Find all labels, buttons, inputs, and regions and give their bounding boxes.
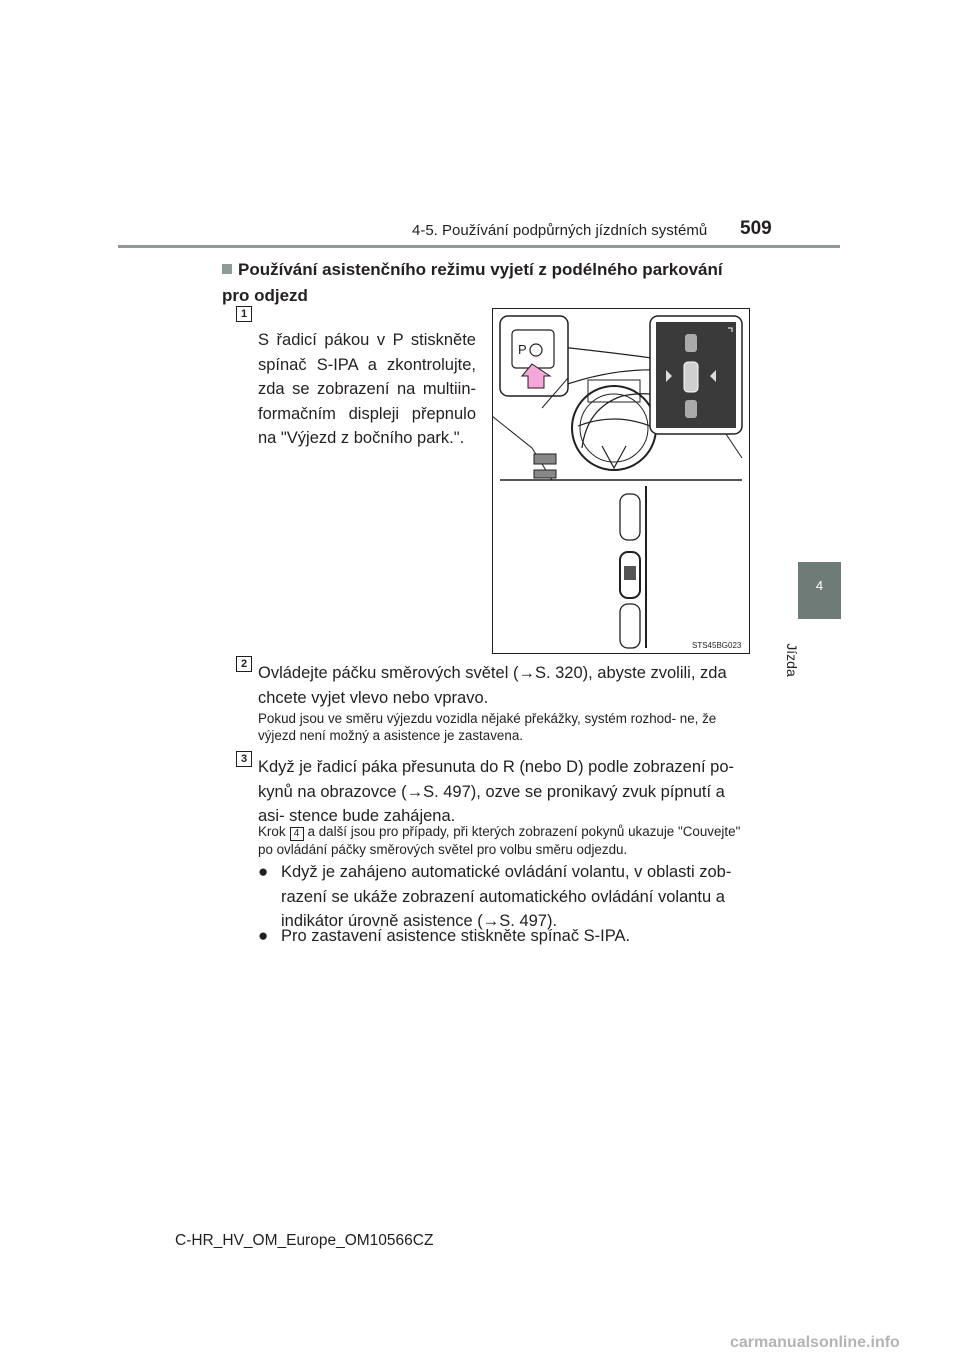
- step-3-note-start: Krok: [258, 824, 286, 839]
- header-rule: [118, 245, 840, 248]
- footer-code: C-HR_HV_OM_Europe_OM10566CZ: [175, 1232, 434, 1249]
- bullet-item: [258, 860, 748, 934]
- step-3-note: [258, 823, 748, 858]
- header-title: 4-5. Používání podpůrných jízdních systémů: [412, 222, 708, 239]
- instruction-figure: [492, 308, 750, 654]
- bullet-text: Když je zahájeno automatické ovládání volantu, v oblasti zob- razení se ukáže zobrazení automatického ovládání volantu a indikátor úrovně asistence (→S. 497).: [281, 863, 732, 930]
- chapter-label: Jízda: [784, 643, 800, 677]
- section-heading-text: Používání asistenčního režimu vyjetí z podélného parkování pro odjezd: [222, 260, 723, 305]
- step-3-text: Když je řadicí páka přesunuta do R (nebo D) podle zobrazení po- kynů na obrazovce (→S. 497), ozve se pronikavý zvuk pípnutí a asi- stence bude zahájena.: [258, 758, 735, 825]
- switch-letter: P: [518, 342, 527, 357]
- step-3-note-end: a další jsou pro případy, při kterých zobrazení pokynů ukazuje "Couvejte" po ovládání páčky směrových světel pro volbu směru odjezdu.: [258, 824, 741, 857]
- chapter-tab: [798, 562, 841, 619]
- bullet-item: [258, 924, 748, 949]
- page-number: 509: [740, 218, 772, 239]
- step-2-text: Ovládejte páčku směrových světel (→S. 320), abyste zvolili, zda chcete vyjet vlevo nebo vpravo.: [258, 664, 727, 707]
- watermark: carmanualsonline.info: [730, 1334, 900, 1351]
- step-ref-4: 4: [290, 827, 304, 841]
- step-number-3: 3: [236, 751, 252, 767]
- figure-code: STS45BG023: [692, 641, 742, 650]
- bullet-dot-icon: ●: [258, 862, 269, 881]
- step-number-1: 1: [236, 306, 252, 322]
- step-2-note: Pokud jsou ve směru výjezdu vozidla nějaké překážky, systém rozhod- ne, že výjezd není možný a asistence je zastavena.: [258, 711, 717, 743]
- step-number-2: 2: [236, 656, 252, 672]
- chapter-number: 4: [815, 578, 824, 593]
- bullet-text: Pro zastavení asistence stiskněte spínač S-IPA.: [281, 927, 631, 945]
- figure-illustration: [492, 308, 750, 654]
- heading-square-icon: [222, 264, 232, 274]
- step-1-text: S řadicí pákou v P stiskněte spínač S-IPA a zkontrolujte, zda se zobrazení na multiin- formačním displeji přepnulo na "Výjezd z bočního park.".: [258, 331, 476, 447]
- bullet-dot-icon: ●: [258, 926, 269, 945]
- section-heading: [222, 257, 752, 309]
